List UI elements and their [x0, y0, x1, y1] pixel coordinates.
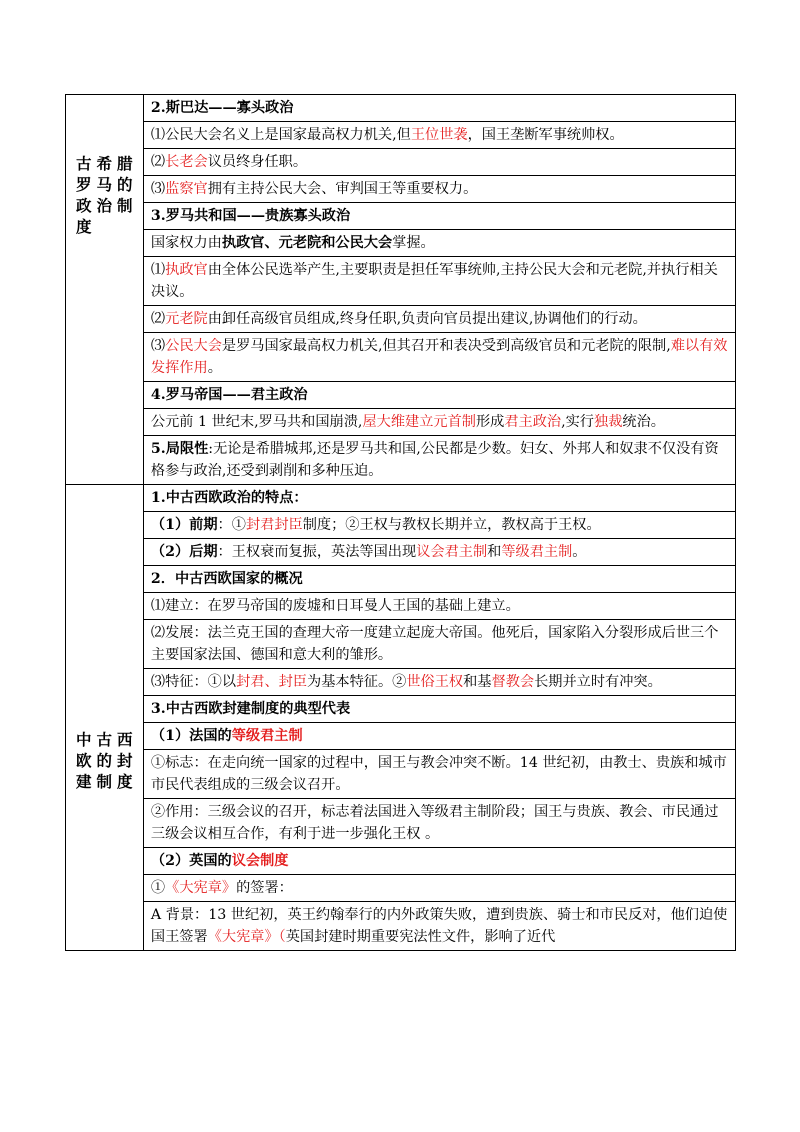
heading-empire: 4.罗马帝国——君主政治	[144, 381, 735, 408]
subheading-france: （1）法国的等级君主制	[144, 722, 735, 749]
paragraph: （1）前期：①封君封臣制度；②王权与教权长期并立，教权高于王权。	[144, 511, 735, 538]
heading-typical: 3.中古西欧封建制度的典型代表	[144, 695, 735, 722]
paragraph: ①《大宪章》的签署：	[144, 874, 735, 901]
heading-republic: 3.罗马共和国——贵族寡头政治	[144, 202, 735, 229]
paragraph: A 背景：13 世纪初，英王约翰奉行的内外政策失败，遭到贵族、骑士和市民反对，他们迫使国王签署《大宪章》（英国封建时期重要宪法性文件，影响了近代	[144, 901, 735, 950]
row-label-cell	[66, 485, 144, 951]
row-content-cell	[143, 485, 735, 951]
row-content-cell	[143, 95, 735, 485]
heading-features: 1.中古西欧政治的特点：	[150, 490, 308, 506]
row-label-cell	[66, 95, 144, 485]
paragraph: ①标志：在走向统一国家的过程中，国王与教会冲突不断。14 世纪初，由教士、贵族和城市市民代表组成的三级会议召开。	[144, 749, 735, 798]
paragraph: ⑶特征：①以封君、封臣为基本特征。②世俗王权和基督教会长期并立时有冲突。	[144, 668, 735, 695]
table-row	[66, 485, 736, 951]
content-table	[65, 94, 736, 951]
paragraph: ②作用：三级会议的召开，标志着法国进入等级君主制阶段；国王与贵族、教会、市民通过三级会议相互合作，有利于进一步强化王权 。	[144, 798, 735, 847]
paragraph: 公元前 1 世纪末,罗马共和国崩溃,屋大维建立元首制形成君主政治,实行独裁统治。	[144, 408, 735, 435]
paragraph: ⑵长老会议员终身任职。	[144, 148, 735, 175]
paragraph: ⑴执政官由全体公民选举产生,主要职责是担任军事统帅,主持公民大会和元老院,并执行相关决议。	[144, 256, 735, 305]
heading-overview: 2．中古西欧国家的概况	[144, 565, 735, 592]
paragraph: ⑴建立：在罗马帝国的废墟和日耳曼人王国的基础上建立。	[144, 592, 735, 619]
heading-sparta: 2.斯巴达——寡头政治	[150, 100, 294, 116]
paragraph: ⑶监察官拥有主持公民大会、审判国王等重要权力。	[144, 175, 735, 202]
paragraph: ⑵元老院由卸任高级官员组成,终身任职,负责向官员提出建议,协调他们的行动。	[144, 305, 735, 332]
paragraph: ⑶公民大会是罗马国家最高权力机关,但其召开和表决受到高级官员和元老院的限制,难以有效发挥作用。	[144, 332, 735, 381]
paragraph: 国家权力由执政官、元老院和公民大会掌握。	[144, 229, 735, 256]
paragraph: （2）后期：王权衰而复振，英法等国出现议会君主制和等级君主制。	[144, 538, 735, 565]
section-label: 中古西欧的封建制度	[76, 730, 138, 791]
subheading-england: （2）英国的议会制度	[144, 847, 735, 874]
section-label: 古希腊罗马的政治制度	[76, 154, 138, 236]
table-row	[66, 95, 736, 485]
paragraph: ⑴公民大会名义上是国家最高权力机关,但王位世袭，国王垄断军事统帅权。	[144, 121, 735, 148]
paragraph-limitation: 5.局限性:无论是希腊城邦,还是罗马共和国,公民都是少数。妇女、外邦人和奴隶不仅没有资格参与政治,还受到剥削和多种压迫。	[144, 435, 735, 484]
paragraph: ⑵发展：法兰克王国的查理大帝一度建立起庞大帝国。他死后，国家陷入分裂形成后世三个主要国家法国、德国和意大利的雏形。	[144, 619, 735, 668]
